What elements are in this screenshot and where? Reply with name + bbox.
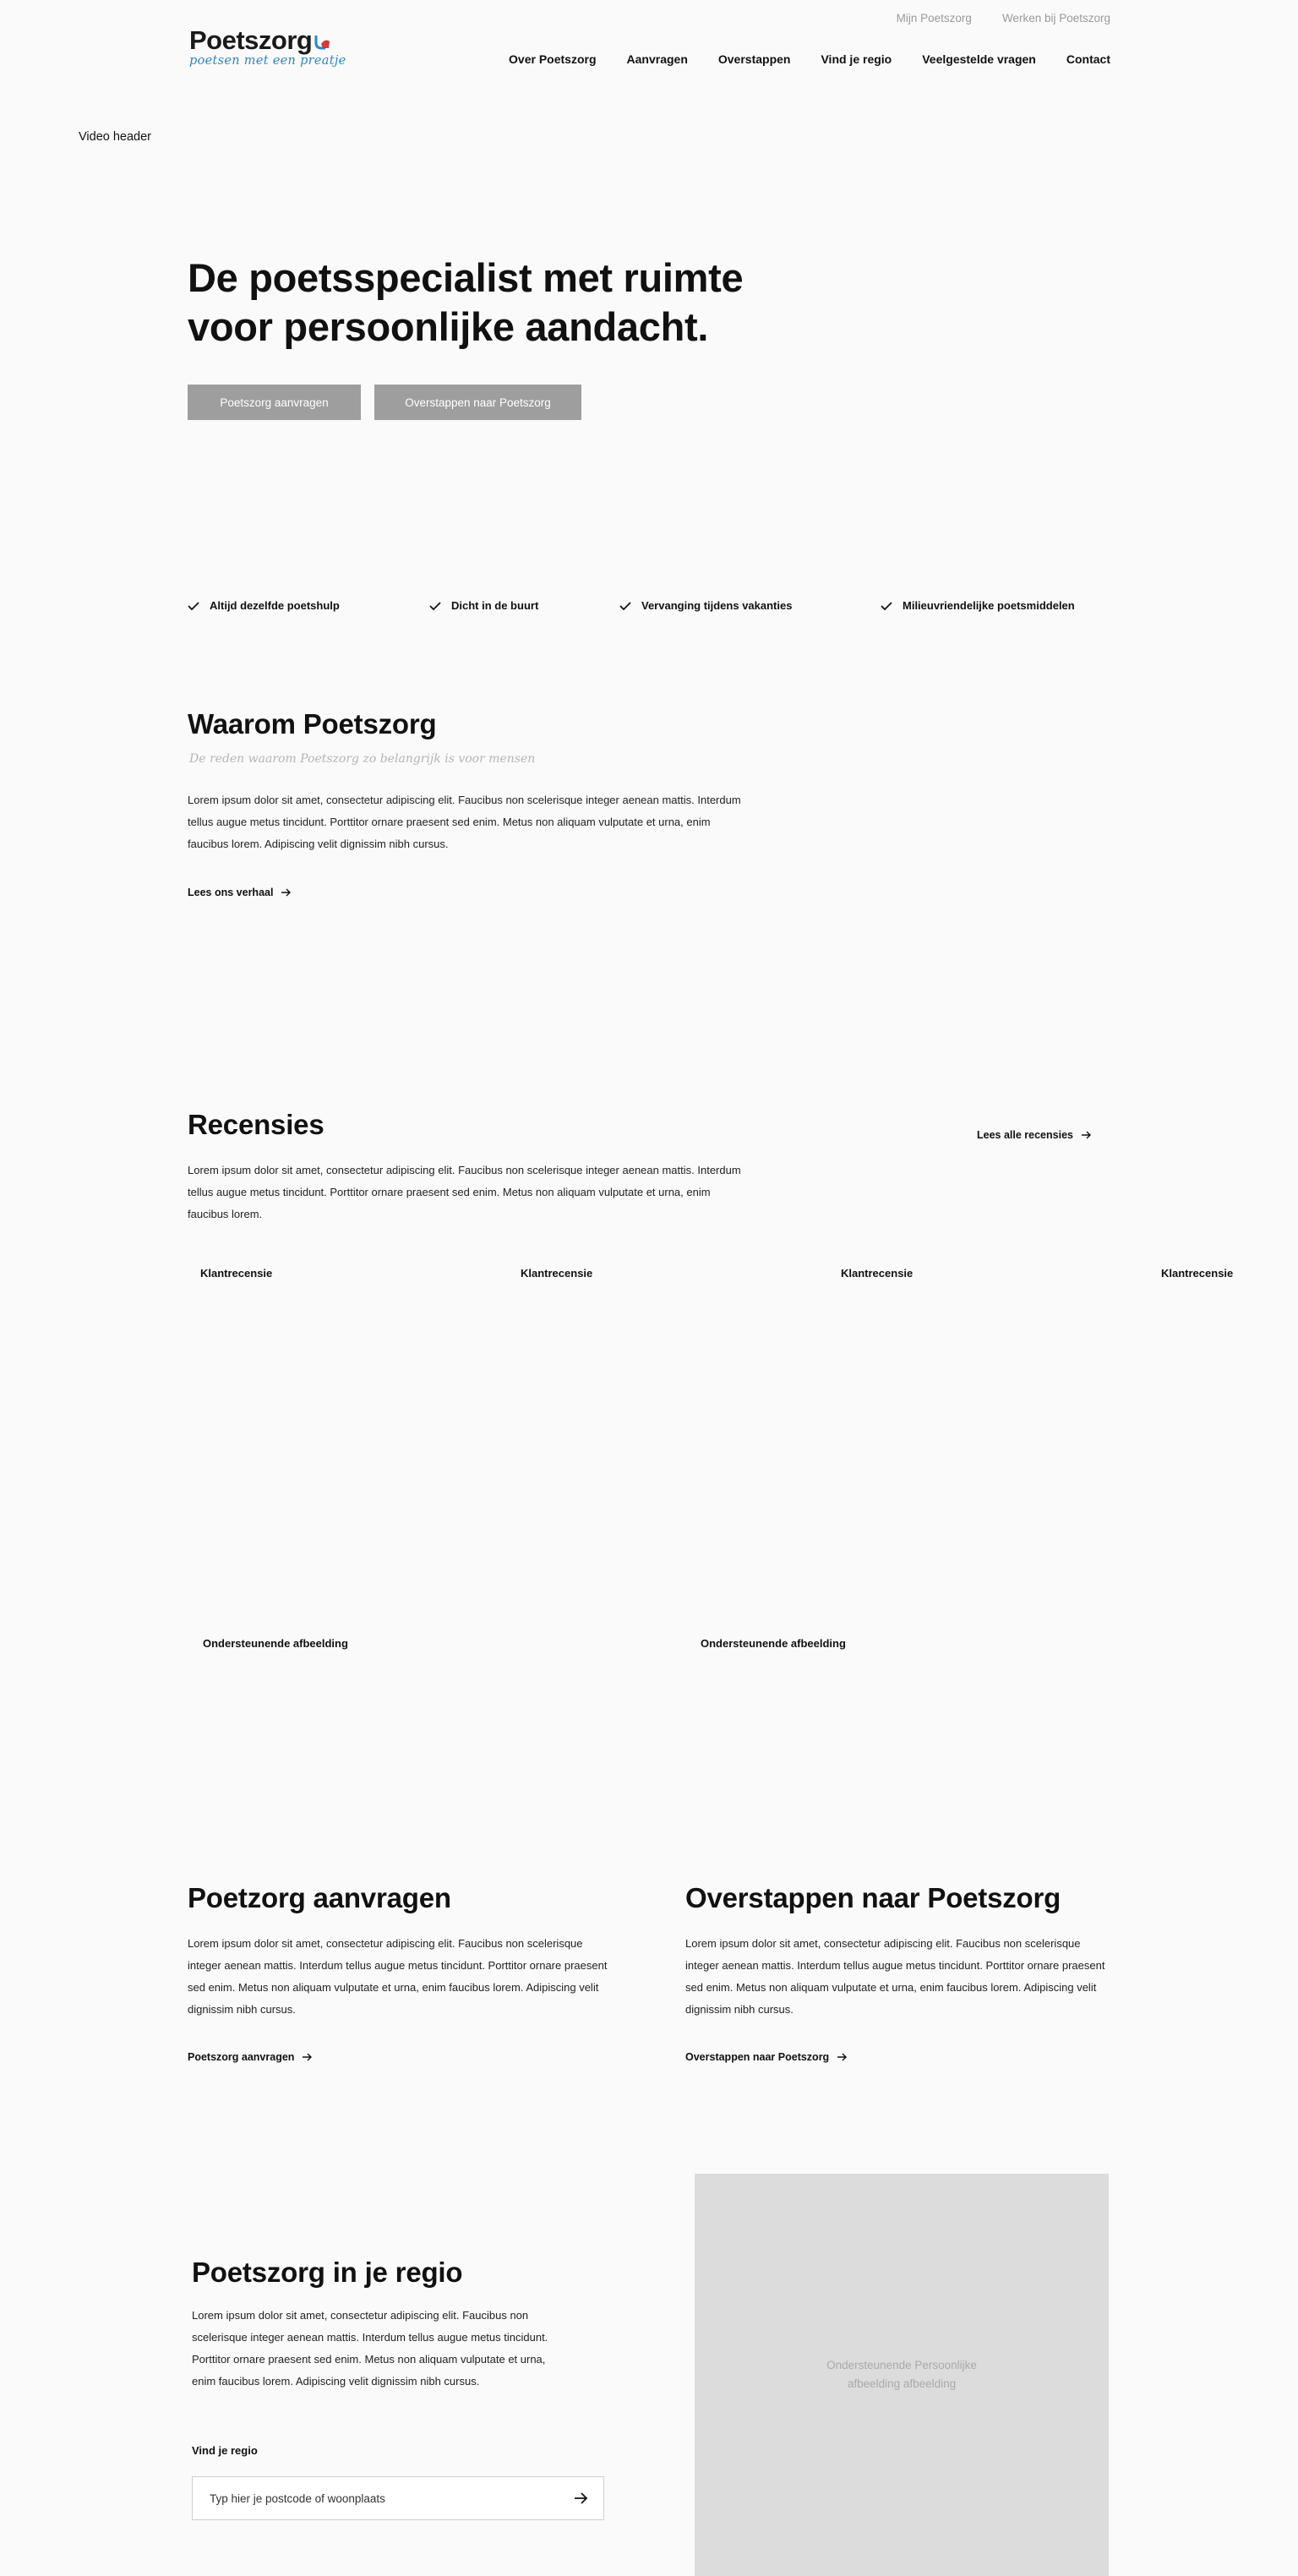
request-link-label: Poetszorg aanvragen [188,2051,295,2063]
all-reviews-link[interactable] [977,1129,1092,1141]
video-header-label: Video header [79,130,152,144]
logo-text: Poetszorg [189,25,313,55]
arrow-right-icon [281,888,292,897]
search-label: Vind je regio [192,2444,258,2457]
read-story-label: Lees ons verhaal [188,887,274,898]
check-icon [881,601,892,611]
supporting-image-label: Ondersteunende afbeelding [203,1637,348,1650]
nav-item-veelgestelde-vragen[interactable]: Veelgestelde vragen [922,52,1036,66]
review-card-label: Klantrecensie [521,1267,593,1280]
usp-label: Vervanging tijdens vakanties [641,599,793,612]
request-button[interactable]: Poetszorg aanvragen [188,385,361,420]
nav-item-aanvragen[interactable]: Aanvragen [626,52,688,66]
arrow-right-icon [1082,1131,1092,1139]
check-icon [188,601,199,611]
supporting-image-label: Ondersteunende afbeelding [701,1637,846,1650]
arrow-right-icon [837,2053,848,2061]
review-card-label: Klantrecensie [200,1267,273,1280]
usp-item [881,599,1075,612]
arrow-right-icon [303,2053,313,2061]
switch-title: Overstappen naar Poetszorg [685,1882,1061,1913]
usp-item [188,599,340,612]
top-links [897,12,1110,25]
check-icon [619,601,631,611]
region-image-placeholder [695,2174,1109,2576]
arrow-right-icon[interactable] [575,2492,588,2504]
usp-item [429,599,538,612]
request-text: Lorem ipsum dolor sit amet, consectetur adipiscing elit. Faucibus non scelerisque integer aenean mattis. Interdum tellus augue metus tincidunt. Porttitor ornare praesent sed enim. Metus non aliquam vulputate et urna, enim faucibus lorem. Adipiscing velit dignissim nibh cursus. [188,1937,608,2016]
hero-title [188,254,881,352]
logo-mark-icon [314,32,330,51]
usp-label: Altijd dezelfde poetshulp [210,599,340,612]
nav-item-contact[interactable]: Contact [1066,52,1110,66]
region-image-label: Ondersteunende Persoonlijke afbeelding afbeelding [826,2359,977,2390]
switch-link-label: Overstappen naar Poetszorg [685,2051,830,2063]
region-text: Lorem ipsum dolor sit amet, consectetur adipiscing elit. Faucibus non scelerisque integer aenean mattis. Interdum tellus augue metus tincidunt. Porttitor ornare praesent sed enim. Metus non aliquam vulputate et urna, enim faucibus lorem. Adipiscing velit dignissim nibh cursus. [192,2309,548,2388]
nav-item-overstappen[interactable]: Overstappen [717,52,791,66]
logo[interactable] [189,25,346,68]
review-card-label: Klantrecensie [1161,1267,1234,1280]
switch-text: Lorem ipsum dolor sit amet, consectetur adipiscing elit. Faucibus non scelerisque integer aenean mattis. Interdum tellus augue metus tincidunt. Porttitor ornare praesent sed enim. Metus non aliquam vulputate et urna, enim faucibus lorem. Adipiscing velit dignissim nibh cursus. [685,1937,1105,2016]
region-title: Poetszorg in je regio [192,2257,463,2288]
top-link-werken-bij[interactable]: Werken bij Poetszorg [1001,12,1110,25]
switch-link[interactable] [685,2051,848,2063]
why-text: Lorem ipsum dolor sit amet, consectetur adipiscing elit. Faucibus non scelerisque integer aenean mattis. Interdum tellus augue metus tincidunt. Porttitor ornare praesent sed enim. Metus non aliquam vulputate et urna, enim faucibus lorem. Adipiscing velit dignissim nibh cursus. [188,794,741,850]
why-title: Waarom Poetszorg [188,708,437,740]
main-nav [509,52,1110,66]
all-reviews-label: Lees alle recensies [977,1129,1073,1141]
usp-label: Milieuvriendelijke poetsmiddelen [903,599,1075,612]
hero-title-line-2: voor persoonlijke aandacht. [188,304,709,349]
region-search-input[interactable] [210,2492,564,2505]
hero-title-line-1: De poetsspecialist met ruimte [188,255,744,300]
top-link-mijn-poetszorg[interactable]: Mijn Poetszorg [896,12,972,25]
logo-tagline: poetsen met een preatje [189,54,346,68]
usp-label: Dicht in de buurt [451,599,539,612]
reviews-text: Lorem ipsum dolor sit amet, consectetur adipiscing elit. Faucibus non scelerisque integer aenean mattis. Interdum tellus augue metus tincidunt. Porttitor ornare praesent sed enim. Metus non aliquam vulputate et urna, enim faucibus lorem. [188,1164,741,1220]
nav-item-over-poetszorg[interactable]: Over Poetszorg [509,52,597,66]
reviews-title: Recensies [188,1109,324,1140]
request-link[interactable] [188,2051,313,2063]
review-card-label: Klantrecensie [841,1267,914,1280]
read-story-link[interactable] [188,887,292,898]
why-subtitle: De reden waarom Poetszorg zo belangrijk is voor mensen [189,752,536,766]
switch-button[interactable]: Overstappen naar Poetszorg [374,385,581,420]
usp-item [619,599,792,612]
request-title: Poetzorg aanvragen [188,1882,451,1913]
check-icon [429,601,441,611]
nav-item-vind-je-regio[interactable]: Vind je regio [821,52,892,66]
region-search [192,2476,604,2520]
